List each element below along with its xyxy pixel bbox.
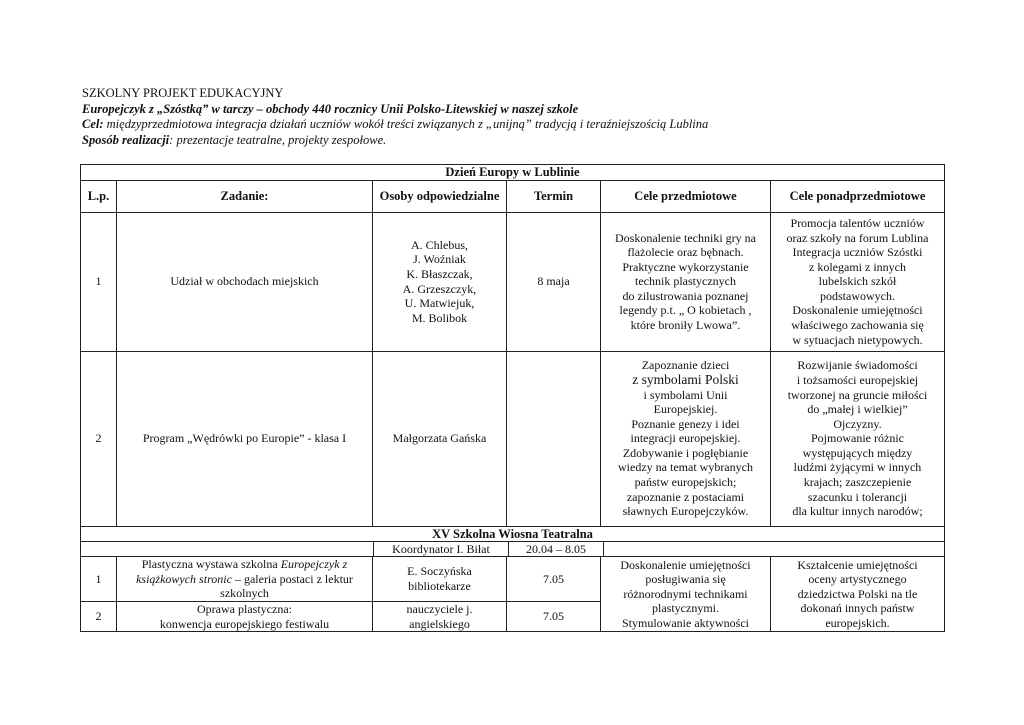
cell-ponad	[771, 351, 945, 526]
text-line: Stymulowanie aktywności	[622, 616, 749, 631]
coordinator-dates: 20.04 – 8.05	[508, 542, 604, 556]
text-line: Kształcenie umiejętności	[797, 557, 918, 572]
coordinator-name: Koordynator I. Biłat	[373, 542, 508, 556]
project-method	[82, 133, 962, 149]
text-line: Doskonalenie umiejętności	[792, 303, 923, 318]
coordinator-strip	[81, 542, 944, 556]
person-name: E. Soczyńska	[407, 564, 472, 579]
document-header	[82, 86, 962, 148]
text-line: oceny artystycznego	[808, 572, 907, 587]
text-line: państw europejskich;	[634, 475, 737, 490]
text-line: sławnych Europejczyków.	[622, 504, 749, 519]
text-line: legendy p.t. „ O kobietach ,	[619, 303, 752, 318]
text-line: Doskonalenie umiejętności	[620, 557, 751, 572]
cell-termin: 8 maja	[507, 212, 601, 351]
text-line: do zilustrowania poznanej	[622, 288, 749, 303]
text-line: występujących między	[802, 445, 913, 460]
section-header-row	[81, 526, 945, 542]
column-header-row	[81, 180, 945, 212]
text-line: konwencja europejskiego festiwalu	[159, 616, 330, 631]
table-row	[81, 212, 945, 351]
person-name: nauczyciele j.	[406, 601, 473, 616]
text-line: Praktyczne wykorzystanie	[622, 259, 749, 274]
text-line: Integracja uczniów Szóstki	[792, 245, 923, 260]
section-title-dzien-europy: Dzień Europy w Lublinie	[81, 165, 945, 181]
text-line: integracji europejskiej.	[630, 431, 741, 446]
coordinator-row	[81, 542, 945, 557]
text-line: które broniły Lwowa”.	[630, 318, 741, 333]
cell-cele	[601, 351, 771, 526]
coordinator-cell	[81, 542, 945, 557]
text-line: technik plastycznych	[635, 274, 736, 289]
text-line: i symbolami Unii	[643, 387, 728, 402]
cell-termin: 7.05	[507, 557, 601, 602]
cell-ponad	[771, 557, 945, 632]
project-title: SZKOLNY PROJEKT EDUKACYJNY	[82, 86, 284, 100]
person-name: bibliotekarze	[408, 579, 471, 594]
text-line: Promocja talentów uczniów	[790, 215, 925, 230]
text-line: podstawowych.	[820, 288, 895, 303]
blank-space	[81, 542, 373, 556]
text-line: Poznanie genezy i idei	[631, 416, 740, 431]
cell-ponad	[771, 212, 945, 351]
text-line: dziedzictwa Polski na tle	[797, 586, 918, 601]
cell-cele	[601, 557, 771, 632]
person-name: A. Grzeszczyk,	[402, 281, 477, 296]
text-line: wiedzy na temat wybranych	[618, 460, 753, 475]
text-line: ludźmi żyjącymi w innych	[793, 460, 922, 475]
text-line: różnorodnymi technikami	[623, 586, 748, 601]
person-name: K. Błaszczak,	[406, 267, 473, 281]
table-row	[81, 351, 945, 526]
cell-zadanie	[117, 601, 373, 631]
person-name: angielskiego	[409, 616, 470, 631]
text-line: właściwego zachowania się	[791, 318, 924, 333]
text-line: do „małej i wielkiej”	[807, 402, 908, 417]
cell-zadanie: Program „Wędrówki po Europie” - klasa I	[117, 351, 373, 526]
cell-zadanie	[117, 557, 373, 602]
text-line: oraz szkoły na forum Lublina	[786, 230, 929, 245]
text-line: lubelskich szkół	[818, 274, 897, 289]
method-label: Sposób realizacji	[82, 132, 170, 147]
text-line: Doskonalenie techniki gry na	[615, 230, 756, 245]
text-line: Europejskiej.	[653, 402, 718, 417]
cell-lp: 1	[81, 557, 117, 602]
method-text: : prezentacje teatralne, projekty zespołowe.	[169, 132, 387, 147]
goal-label: Cel:	[82, 117, 104, 131]
cell-lp: 2	[81, 351, 117, 526]
table-row	[81, 557, 945, 602]
text-line: Zdobywanie i pogłębianie	[622, 445, 749, 460]
cell-termin: 7.05	[507, 601, 601, 631]
goal-text: międzyprzedmiotowa integracja działań uczniów wokół treści związanych z „unijną” tradycją i teraźniejszością Lublina	[103, 117, 709, 131]
text-fragment: – galeria postaci z lektur szkolnych	[220, 571, 353, 601]
text-line: flażolecie oraz bębnach.	[627, 245, 744, 260]
blank-space	[604, 542, 944, 556]
cell-osoby	[373, 212, 507, 351]
cell-cele	[601, 212, 771, 351]
cell-osoby	[373, 557, 507, 602]
person-name: J. Woźniak	[413, 252, 466, 267]
cell-osoby	[373, 601, 507, 631]
text-line: i tożsamości europejskiej	[796, 372, 919, 387]
text-line: Ojczyzny.	[833, 416, 882, 431]
col-header-osoby: Osoby odpowiedzialne	[373, 180, 507, 212]
project-goal	[82, 117, 962, 133]
text-fragment: Plastyczna wystawa szkolna	[141, 557, 281, 572]
cell-lp: 1	[81, 212, 117, 351]
project-table	[80, 164, 945, 632]
col-header-cele: Cele przedmiotowe	[601, 180, 771, 212]
col-header-zadanie: Zadanie:	[117, 180, 373, 212]
text-line: tworzonej na gruncie miłości	[787, 387, 928, 402]
person-name: M. Bolibok	[411, 310, 468, 325]
text-line: z symbolami Polski	[632, 371, 739, 387]
italic-title: Europejczyk z książkowych stronic	[136, 557, 348, 586]
text-line: zapoznanie z postaciami	[626, 489, 745, 504]
col-header-termin: Termin	[507, 180, 601, 212]
cell-lp: 2	[81, 601, 117, 631]
text-line: posługiwania się	[645, 572, 726, 587]
project-subtitle: Europejczyk z „Szóstką” w tarczy – obchody 440 rocznicy Unii Polsko-Litewskiej w naszej szkole	[82, 101, 579, 116]
text-line: europejskich.	[825, 616, 890, 631]
text-line: Zapoznanie dzieci	[641, 358, 730, 373]
text-line: dla kultur innych narodów;	[792, 504, 923, 519]
text-line: krajach; zaszczepienie	[803, 475, 912, 490]
text-line: dokonań innych państw	[800, 601, 915, 616]
person-name: A. Chlebus,	[411, 237, 468, 252]
text-line: Rozwijanie świadomości	[797, 358, 918, 373]
cell-termin	[507, 351, 601, 526]
text-line: szacunku i tolerancji	[807, 489, 908, 504]
text-line: Oprawa plastyczna:	[197, 601, 292, 616]
text-line: w sytuacjach nietypowych.	[792, 332, 923, 347]
cell-osoby: Małgorzata Gańska	[373, 351, 507, 526]
person-name: U. Matwiejuk,	[404, 296, 475, 311]
section-title-wiosna-teatralna: XV Szkolna Wiosna Teatralna	[81, 526, 945, 542]
text-line: Pojmowanie różnic	[811, 431, 904, 446]
col-header-ponad: Cele ponadprzedmiotowe	[771, 180, 945, 212]
col-header-lp: L.p.	[81, 180, 117, 212]
text-line: plastycznymi.	[652, 601, 719, 616]
section-header-row	[81, 165, 945, 181]
text-line: z kolegami z innych	[809, 259, 906, 274]
cell-zadanie: Udział w obchodach miejskich	[117, 212, 373, 351]
